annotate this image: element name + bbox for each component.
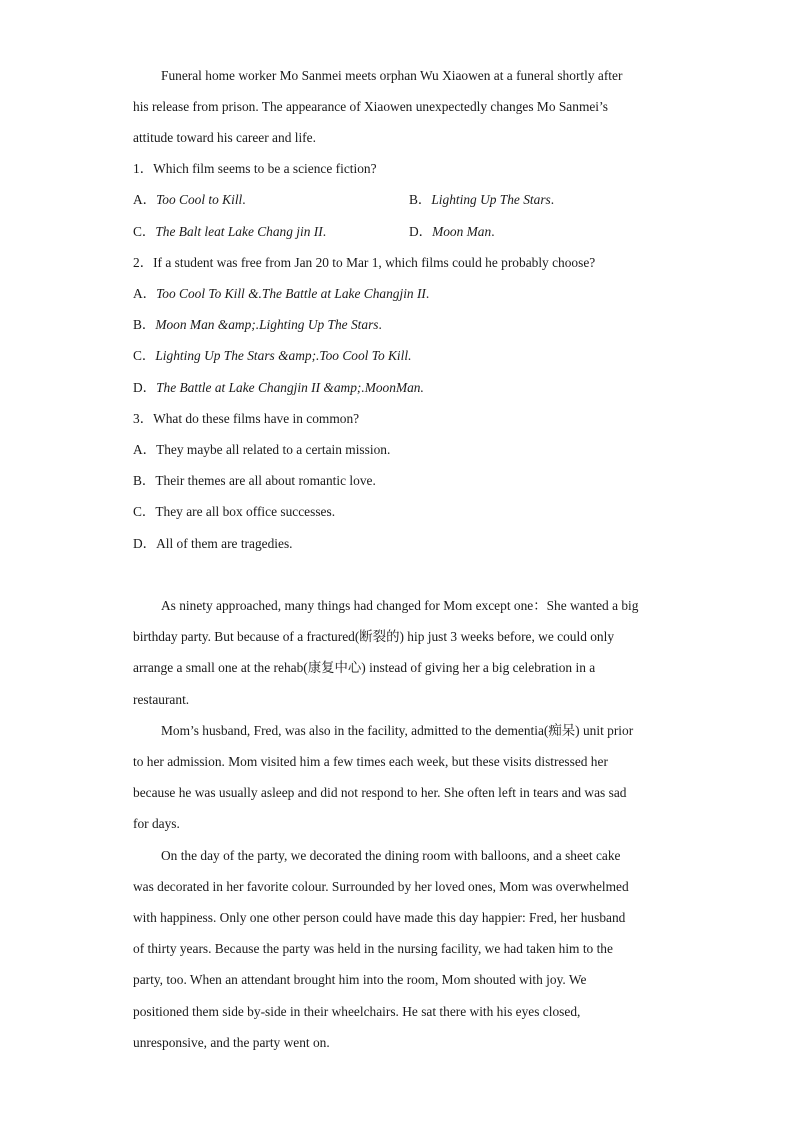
option-letter: B． — [409, 192, 432, 207]
option-suffix: . — [491, 224, 495, 239]
option-letter: A． — [133, 192, 157, 207]
question-2-option-d[interactable] — [133, 380, 424, 396]
question-2-option-c[interactable] — [133, 348, 411, 364]
question-3-option-c[interactable] — [133, 504, 335, 520]
passage2-line-5: Mom’s husband, Fred, was also in the facility, admitted to the dementia(痴呆) unit prior — [161, 723, 634, 738]
option-text: Too Cool To Kill &.The Battle at Lake Changjin II — [156, 286, 426, 301]
option-suffix: . — [242, 192, 246, 207]
option-text: The Battle at Lake Changjin II &amp;.MoonMan. — [156, 380, 424, 395]
option-text: Moon Man — [432, 224, 492, 239]
passage2-line-3: arrange a small one at the rehab(康复中心) instead of giving her a big celebration in a — [133, 660, 596, 675]
option-text: They maybe all related to a certain mission. — [156, 442, 391, 457]
passage1-line-2: his release from prison. The appearance of Xiaowen unexpectedly changes Mo Sanmei’s — [133, 99, 608, 114]
option-letter: B． — [133, 317, 156, 332]
question-1-option-c[interactable] — [133, 224, 326, 240]
option-text: They are all box office successes. — [155, 504, 336, 519]
question-1-option-b[interactable] — [409, 192, 554, 208]
option-suffix: . — [425, 286, 430, 301]
question-3-option-b[interactable] — [133, 473, 376, 489]
question-2-option-a[interactable] — [133, 286, 429, 302]
option-letter: D． — [133, 536, 157, 551]
passage2-line-10: was decorated in her favorite colour. Surrounded by her loved ones, Mom was overwhelmed — [133, 879, 629, 894]
option-letter: C． — [133, 224, 156, 239]
option-letter: A． — [133, 286, 157, 301]
passage2-line-9: On the day of the party, we decorated the dining room with balloons, and a sheet cake — [161, 848, 621, 863]
option-letter: A． — [133, 442, 157, 457]
option-suffix: . — [322, 224, 327, 239]
option-text: Too Cool to Kill — [156, 192, 243, 207]
option-text: Their themes are all about romantic love. — [155, 473, 376, 488]
option-text: Lighting Up The Stars &amp;.Too Cool To Kill. — [155, 348, 412, 363]
option-text: All of them are tragedies. — [156, 536, 293, 551]
passage2-line-12: of thirty years. Because the party was held in the nursing facility, we had taken him to the — [133, 941, 613, 956]
question-2-stem: 2．If a student was free from Jan 20 to Mar 1, which films could he probably choose? — [133, 255, 596, 270]
passage2-line-7: because he was usually asleep and did not respond to her. She often left in tears and was sad — [133, 785, 627, 800]
passage2-line-4: restaurant. — [133, 692, 190, 707]
option-text: The Balt leat Lake Chang jin II — [155, 224, 323, 239]
question-2-option-b[interactable] — [133, 317, 382, 333]
question-3-stem: 3．What do these films have in common? — [133, 411, 360, 426]
passage1-line-1: Funeral home worker Mo Sanmei meets orphan Wu Xiaowen at a funeral shortly after — [161, 68, 623, 83]
question-1-option-d[interactable] — [409, 224, 495, 240]
passage2-line-2: birthday party. But because of a fractured(断裂的) hip just 3 weeks before, we could only — [133, 629, 615, 644]
question-1-stem: 1．Which film seems to be a science fiction? — [133, 161, 377, 176]
passage2-line-13: party, too. When an attendant brought him into the room, Mom shouted with joy. We — [133, 972, 587, 987]
passage2-line-14: positioned them side by-side in their wheelchairs. He sat there with his eyes closed, — [133, 1004, 581, 1019]
option-text: Moon Man &amp;.Lighting Up The Stars — [155, 317, 379, 332]
passage1-line-3: attitude toward his career and life. — [133, 130, 316, 145]
question-1-option-a[interactable] — [133, 192, 246, 208]
passage2-line-6: to her admission. Mom visited him a few times each week, but these visits distressed her — [133, 754, 608, 769]
passage2-line-1: As ninety approached, many things had changed for Mom except one：She wanted a big — [161, 598, 639, 613]
question-3-option-a[interactable] — [133, 442, 390, 458]
passage2-line-8: for days. — [133, 816, 180, 831]
passage2-line-11: with happiness. Only one other person could have made this day happier: Fred, her husband — [133, 910, 626, 925]
option-text: Lighting Up The Stars — [431, 192, 551, 207]
option-suffix: . — [550, 192, 555, 207]
option-letter: C． — [133, 348, 156, 363]
option-letter: B． — [133, 473, 156, 488]
question-3-option-d[interactable] — [133, 536, 293, 552]
option-suffix: . — [378, 317, 382, 332]
option-letter: D． — [409, 224, 433, 239]
passage2-line-15: unresponsive, and the party went on. — [133, 1035, 330, 1050]
option-letter: D． — [133, 380, 157, 395]
option-letter: C． — [133, 504, 156, 519]
